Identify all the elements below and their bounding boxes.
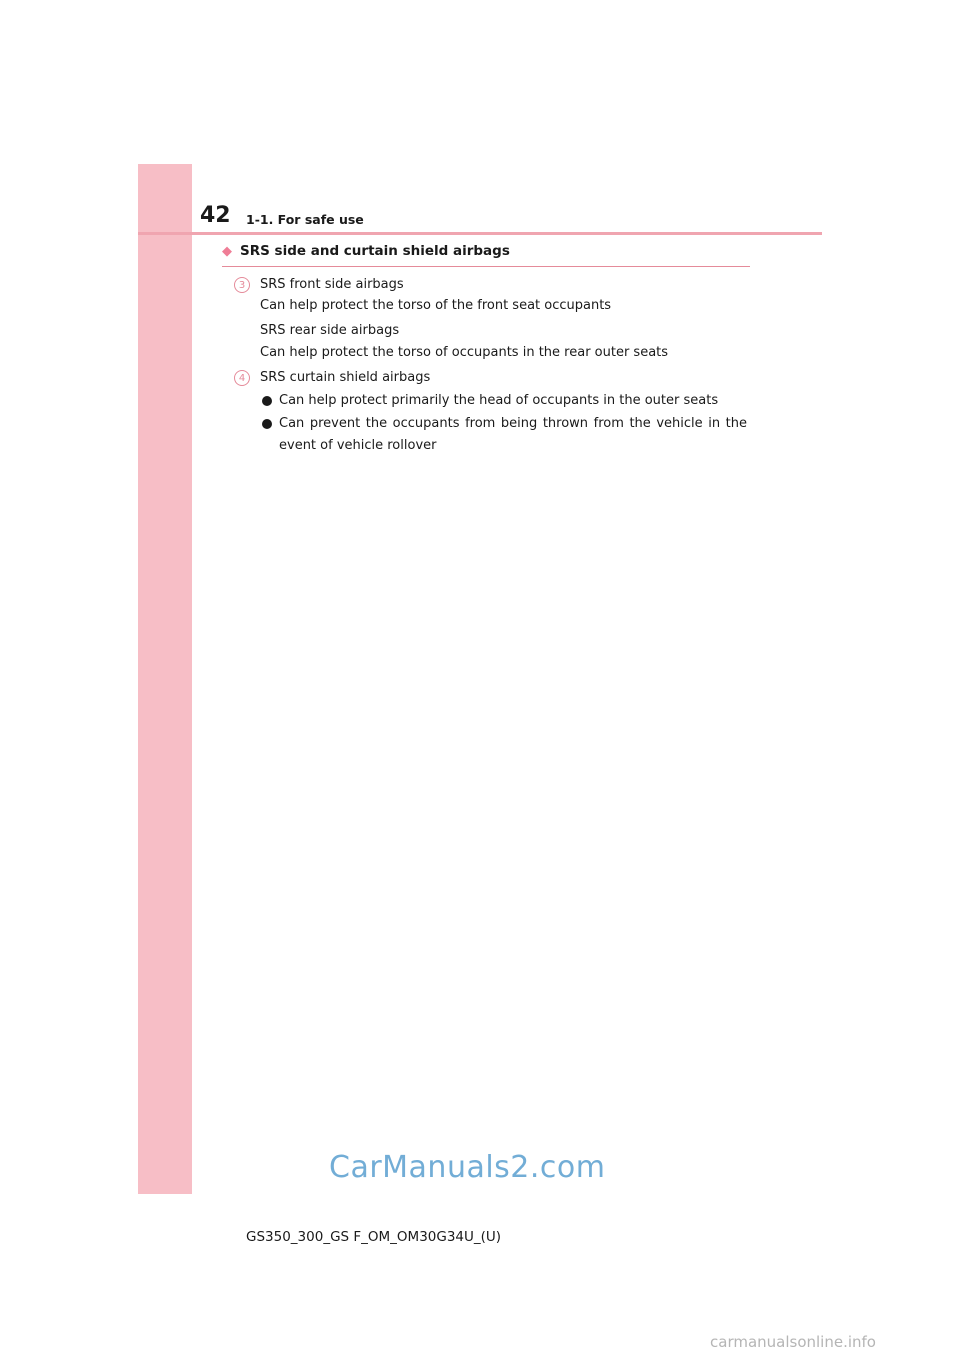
number-badge-4: 4 xyxy=(234,370,250,386)
subsection-title: SRS side and curtain shield airbags xyxy=(240,243,510,259)
bullet-dot-icon xyxy=(262,419,272,429)
item-desc-front-side: Can help protect the torso of the front seat occupants xyxy=(260,298,612,313)
section-label: 1-1. For safe use xyxy=(246,212,364,227)
side-color-band xyxy=(138,164,192,1194)
page-number: 42 xyxy=(200,203,231,228)
diamond-icon: ◆ xyxy=(222,244,232,259)
number-badge-3: 3 xyxy=(234,277,250,293)
footer-document-code: GS350_300_GS F_OM_OM30G34U_(U) xyxy=(246,1229,502,1245)
watermark: CarManuals2.com xyxy=(329,1150,606,1185)
subsection-heading xyxy=(222,243,510,259)
footer-site: carmanualsonline.info xyxy=(710,1333,876,1351)
bullet-text: Can prevent the occupants from being thrown from the vehicle in the event of vehicle rollover xyxy=(279,416,747,453)
header-rule xyxy=(138,232,822,235)
bullet-text: Can help protect primarily the head of occupants in the outer seats xyxy=(279,393,719,408)
subsection-rule xyxy=(222,266,750,267)
item-desc-rear-side: Can help protect the torso of occupants in the rear outer seats xyxy=(260,345,669,360)
item-title-curtain: SRS curtain shield airbags xyxy=(260,370,431,385)
item-title-front-side: SRS front side airbags xyxy=(260,277,404,292)
item-title-rear-side: SRS rear side airbags xyxy=(260,323,400,338)
bullet-dot-icon xyxy=(262,396,272,406)
